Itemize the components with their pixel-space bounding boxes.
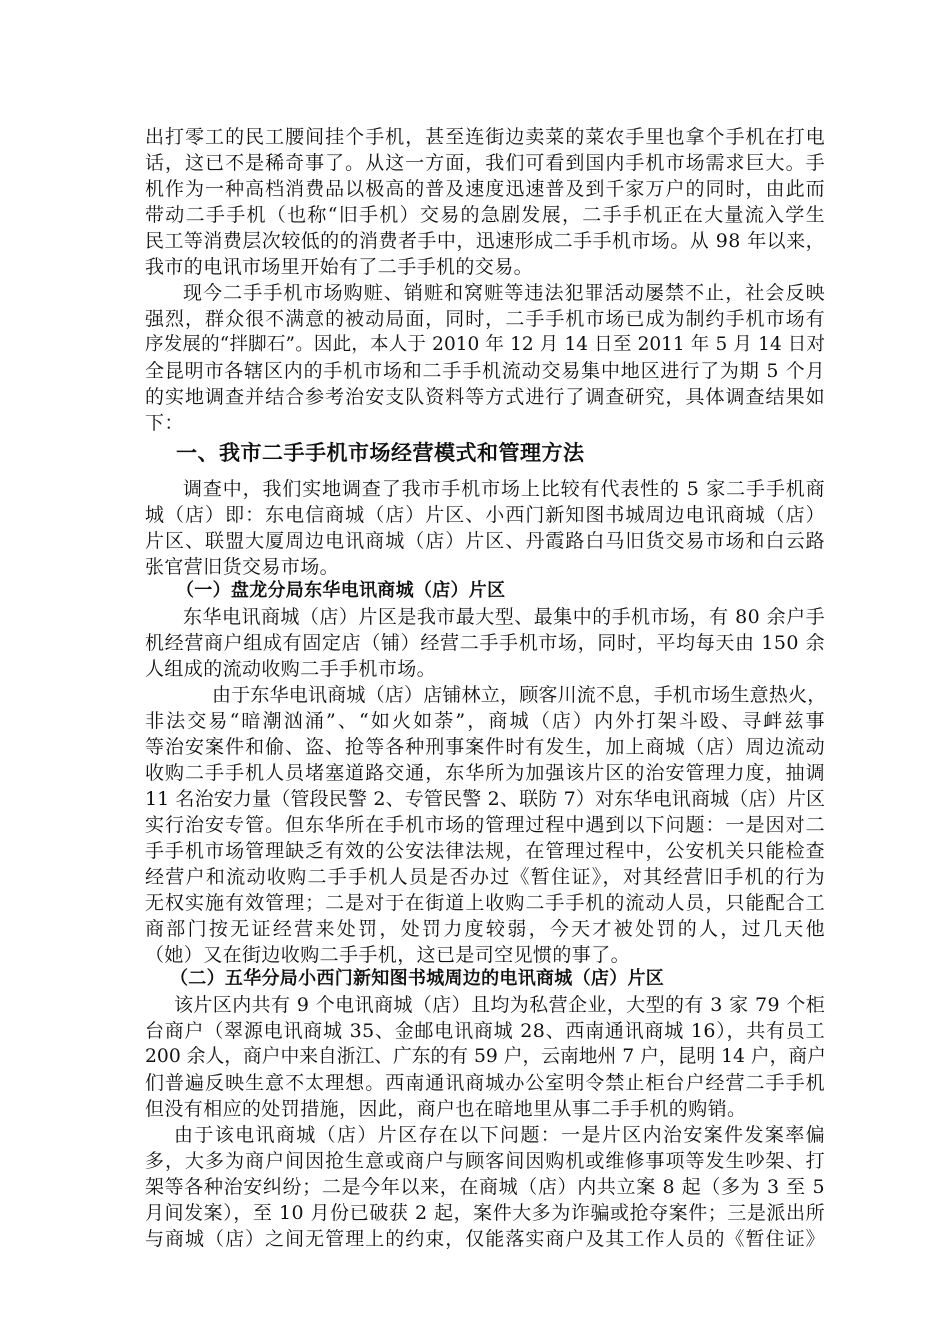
text-line: 月间发案），至 10 月份已破获 2 起，案件大多为诈骗或抢夺案件；三是派出所	[145, 1202, 825, 1224]
text-line: 话，这已不是稀奇事了。从这一方面，我们可看到国内手机市场需求巨大。手	[145, 152, 825, 174]
text-line: （她）又在街边收购二手手机，这已是司空见惯的事了。	[145, 944, 631, 966]
text-line: 收购二手手机人员堵塞道路交通，东华所为加强该片区的治安管理力度，抽调	[145, 762, 825, 784]
text-line: 民工等消费层次较低的的消费者手中，迅速形成二手手机市场。从 98 年以来，	[145, 230, 825, 252]
text-line: 的实地调查并结合参考治安支队资料等方式进行了调查研究，具体调查结果如	[145, 386, 825, 408]
paragraph-first-line: 由于东华电讯商城（店）店铺林立，顾客川流不息，手机市场生意热火，	[212, 684, 827, 706]
text-line: 出打零工的民工腰间挂个手机，甚至连街边卖菜的菜农手里也拿个手机在打电	[145, 126, 825, 148]
text-line: 实行治安专管。但东华所在手机市场的管理过程中遇到以下问题：一是因对二	[145, 814, 825, 836]
paragraph-first-line: 东华电讯商城（店）片区是我市最大型、最集中的手机市场，有 80 余户手	[183, 606, 825, 628]
section-heading: 一、我市二手手机市场经营模式和管理方法	[176, 441, 585, 465]
text-line: 无权实施有效管理；二是对于在街道上收购二手手机的流动人员，只能配合工	[145, 892, 825, 914]
text-line: 全昆明市各辖区内的手机市场和二手手机流动交易集中地区进行了为期 5 个月	[145, 360, 825, 382]
text-line: 与商城（店）之间无管理上的约束，仅能落实商户及其工作人员的《暂住证》	[145, 1228, 825, 1250]
paragraph-first-line: 由于该电讯商城（店）片区存在以下问题：一是片区内治安案件发案率偏	[174, 1124, 825, 1146]
text-line: 人组成的流动收购二手手机市场。	[145, 658, 437, 680]
text-line: 机经营商户组成有固定店（铺）经营二手手机市场，同时，平均每天由 150 余	[145, 632, 825, 654]
paragraph-first-line: 该片区内共有 9 个电讯商城（店）且均为私营企业，大型的有 3 家 79 个柜	[174, 994, 826, 1016]
text-line: 11 名治安力量（管段民警 2、专管民警 2、联防 7）对东华电讯商城（店）片区	[145, 788, 825, 810]
text-line: 非法交易“暗潮汹涌”、“如火如荼”，商城（店）内外打架斗殴、寻衅兹事	[145, 710, 825, 732]
text-line: 经营户和流动收购二手手机人员是否办过《暂住证》，对其经营旧手机的行为	[145, 866, 825, 888]
text-line: 商部门按无证经营来处罚，处罚力度较弱，今天才被处罚的人，过几天他	[145, 918, 825, 940]
text-line: 机作为一种高档消费品以极高的普及速度迅速普及到千家万户的同时，由此而	[145, 178, 825, 200]
text-line: 城（店）即：东电信商城（店）片区、小西门新知图书城周边电讯商城（店）	[145, 504, 825, 526]
subsection-heading: （二）五华分局小西门新知图书城周边的电讯商城（店）片区	[170, 968, 665, 989]
text-line: 多，大多为商户间因抢生意或商户与顾客间因购机或维修事项等发生吵架、打	[145, 1150, 825, 1172]
text-line: 但没有相应的处罚措施，因此，商户也在暗地里从事二手手机的购销。	[145, 1098, 747, 1120]
text-line: 片区、联盟大厦周边电讯商城（店）片区、丹霞路白马旧货交易市场和白云路	[145, 530, 825, 552]
paragraph-first-line: 调查中，我们实地调查了我市手机市场上比较有代表性的 5 家二手手机商	[183, 478, 825, 500]
text-line: 张官营旧货交易市场。	[145, 556, 340, 578]
text-line: 等治安案件和偷、盗、抢等各种刑事案件时有发生，加上商城（店）周边流动	[145, 736, 825, 758]
text-line: 序发展的“拌脚石”。因此，本人于 2010 年 12 月 14 日至 2011 年 5 月 14 日对	[145, 334, 825, 355]
text-line: 架等各种治安纠纷；二是今年以来，在商城（店）内共立案 8 起（多为 3 至 5	[145, 1176, 825, 1198]
text-line: 台商户（翠源电讯商城 35、金邮电讯商城 28、西南通讯商城 16），共有员工	[145, 1020, 825, 1042]
subsection-heading: （一）盘龙分局东华电讯商城（店）片区	[176, 580, 506, 601]
text-line: 下：	[145, 412, 184, 434]
text-line: 强烈，群众很不满意的被动局面，同时，二手手机市场已成为制约手机市场有	[145, 308, 825, 330]
paragraph-first-line: 现今二手手机市场购赃、销赃和窝赃等违法犯罪活动屡禁不止，社会反映	[183, 282, 825, 304]
text-line: 200 余人，商户中来自浙江、广东的有 59 户，云南地州 7 户，昆明 14 户，商户	[145, 1046, 826, 1067]
text-line: 们普遍反映生意不太理想。西南通讯商城办公室明令禁止柜台户经营二手手机	[145, 1072, 825, 1094]
text-line: 我市的电讯市场里开始有了二手手机的交易。	[145, 256, 534, 278]
text-line: 手手机市场管理缺乏有效的公安法律法规，在管理过程中，公安机关只能检查	[145, 840, 825, 862]
text-line: 带动二手手机（也称“旧手机）交易的急剧发展，二手手机正在大量流入学生	[145, 204, 825, 226]
